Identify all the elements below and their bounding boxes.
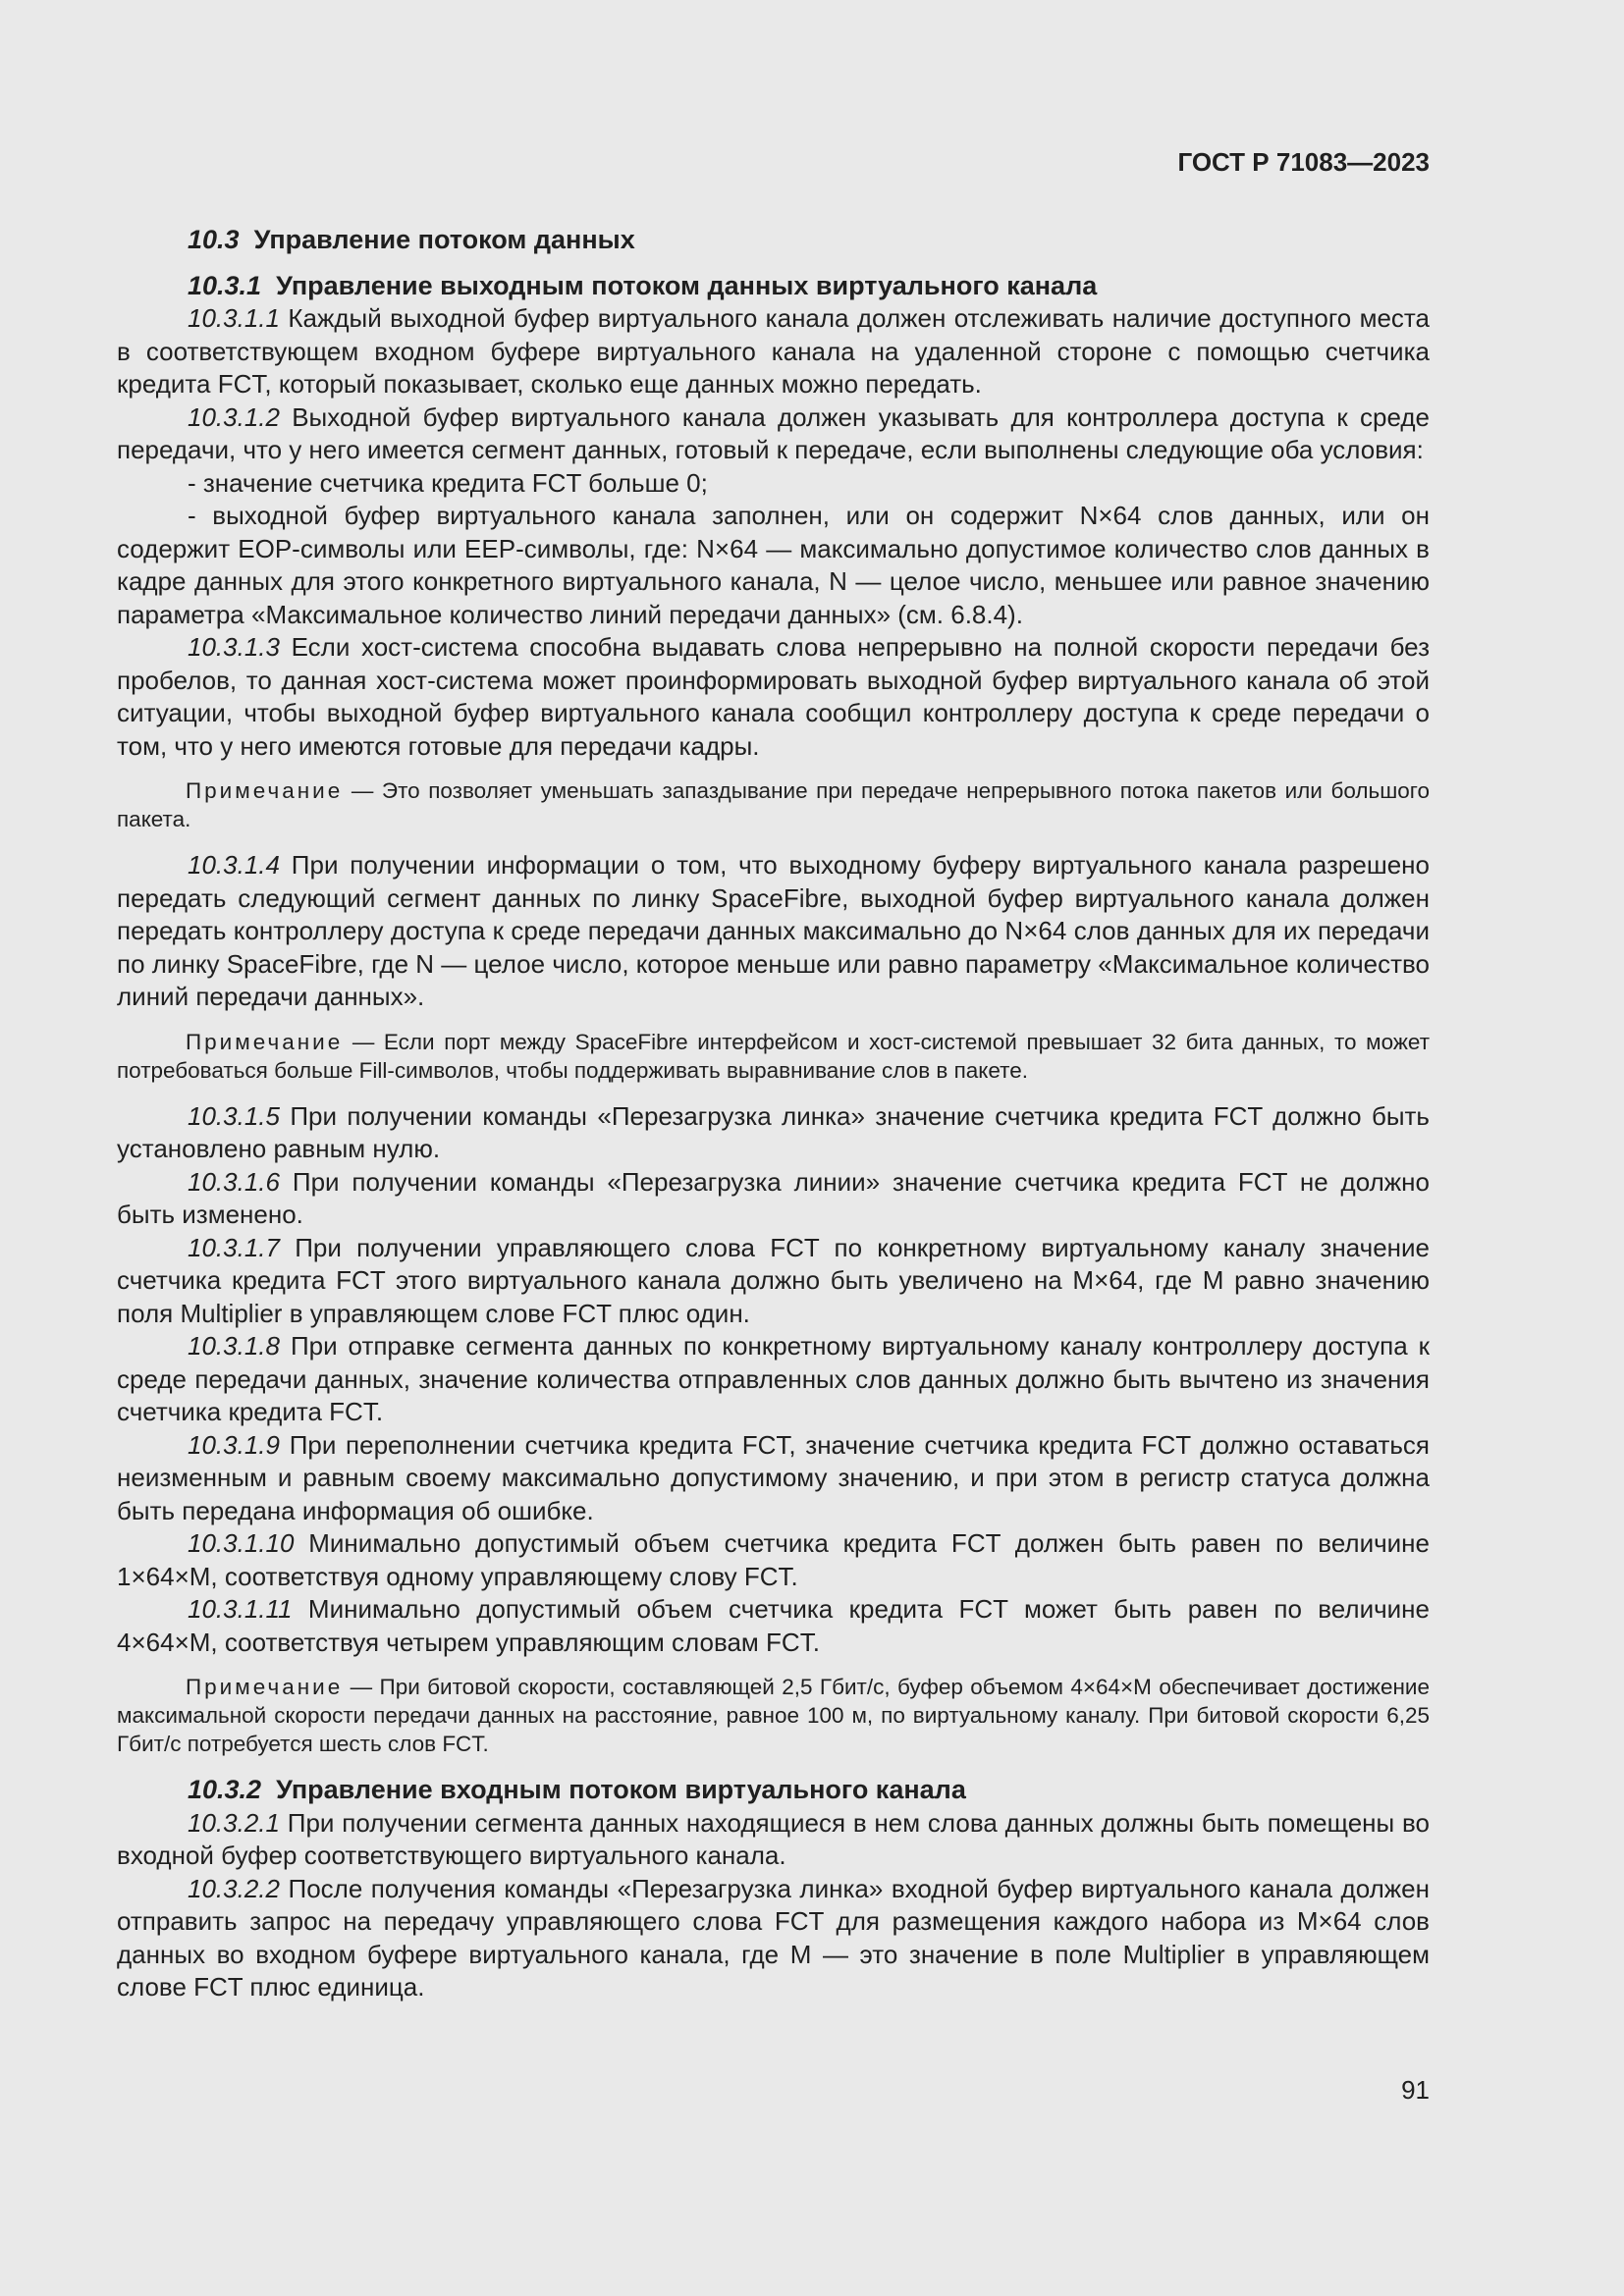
note-label: Примечание xyxy=(186,778,344,803)
clause-text: Выходной буфер виртуального канала должен указывать для контроллера доступа к среде передачи, что у него имеется сегмент данных, готовый к передаче, если выполнены следующие оба условия: xyxy=(117,401,1430,464)
clause-number: 10.3.1.8 xyxy=(188,1331,280,1361)
paragraph-10-3-1-3 xyxy=(117,631,1430,763)
note-text: — При битовой скорости, составляющей 2,5 Гбит/с, буфер объемом 4×64×M обеспечивает достижение максимальной скорости передачи данных на расстояние, равное 100 м, по виртуальному каналу. При битовой скорости 6,25 Гбит/с потребуется шесть слов FCT. xyxy=(117,1675,1430,1756)
paragraph-10-3-1-4 xyxy=(117,849,1430,1014)
clause-text: Минимально допустимый объем счетчика кредита FCT может быть равен по величине 4×64×M, соответствуя четырем управляющим словам FCT. xyxy=(117,1594,1430,1657)
note-3 xyxy=(117,1673,1430,1758)
paragraph-10-3-1-8 xyxy=(117,1330,1430,1429)
clause-text: При получении команды «Перезагрузка линка» значение счетчика кредита FCT должно быть установлено равным нулю. xyxy=(117,1100,1430,1163)
section-title: Управление выходным потоком данных виртуального канала xyxy=(276,270,1098,300)
note-2 xyxy=(117,1028,1430,1085)
page-number: 91 xyxy=(1401,2075,1430,2105)
list-item: - выходной буфер виртуального канала заполнен, или он содержит N×64 слов данных, или он содержит EOP-символы или EEP-символы, где: N×64 — максимально допустимое количество слов данных в кадре данных для этого конкретного виртуального канала, N — целое число, меньшее или равное значению параметра «Максимальное количество линий передачи данных» (см. 6.8.4). xyxy=(117,501,1430,629)
section-title: Управление входным потоком виртуального канала xyxy=(276,1775,966,1804)
section-10-3-2-heading xyxy=(117,1774,1430,1807)
paragraph-10-3-1-9 xyxy=(117,1429,1430,1528)
clause-number: 10.3.1.10 xyxy=(188,1528,295,1558)
clause-text: При получении сегмента данных находящиеся в нем слова данных должны быть помещены во входной буфер соответствующего виртуального канала. xyxy=(117,1807,1430,1870)
paragraph-10-3-1-7 xyxy=(117,1232,1430,1331)
clause-number: 10.3.1.5 xyxy=(188,1100,280,1131)
clause-number: 10.3.1.2 xyxy=(188,401,280,432)
clause-text: Минимально допустимый объем счетчика кредита FCT должен быть равен по величине 1×64×M, соответствуя одному управляющему слову FCT. xyxy=(117,1528,1430,1591)
clause-text: Каждый выходной буфер виртуального канала должен отслеживать наличие доступного места в соответствующем входном буфере виртуального канала на удаленной стороне с помощью счетчика кредита FCT, который показывает, сколько еще данных можно передать. xyxy=(117,303,1430,399)
clause-text: При получении информации о том, что выходному буферу виртуального канала разрешено передать следующий сегмент данных по линку SpaceFibre, выходной буфер виртуального канала должен передать контроллеру доступа к среде передачи данных максимально до N×64 слов данных для их передачи по линку SpaceFibre, где N — целое число, которое меньше или равно параметру «Максимальное количество линий передачи данных». xyxy=(117,850,1430,1011)
section-number: 10.3.2 xyxy=(188,1775,262,1804)
clause-text: При получении команды «Перезагрузка линии» значение счетчика кредита FCT не должно быть изменено. xyxy=(117,1166,1430,1229)
section-10-3-1-heading xyxy=(117,270,1430,303)
note-text: — Если порт между SpaceFibre интерфейсом и хост-системой превышает 32 бита данных, то может потребоваться больше Fill-символов, чтобы поддерживать выравнивание слов в пакете. xyxy=(117,1029,1430,1083)
clause-number: 10.3.1.6 xyxy=(188,1166,280,1197)
note-label: Примечание xyxy=(186,1675,344,1699)
paragraph-10-3-1-1 xyxy=(117,302,1430,401)
note-text: — Это позволяет уменьшать запаздывание при передаче непрерывного потока пакетов или большого пакета. xyxy=(117,778,1430,831)
paragraph-10-3-2-2 xyxy=(117,1873,1430,2004)
clause-text: При переполнении счетчика кредита FCT, значение счетчика кредита FCT должно оставаться неизменным и равным своему максимально допустимому значению, и при этом в регистр статуса должна быть передана информация об ошибке. xyxy=(117,1429,1430,1525)
clause-number: 10.3.1.1 xyxy=(188,303,280,333)
clause-text: Если хост-система способна выдавать слова непрерывно на полной скорости передачи без пробелов, то данная хост-система может проинформировать выходной буфер виртуального канала об этой ситуации, чтобы выходной буфер виртуального канала сообщил контроллеру доступа к среде передачи о том, что у него имеются готовые для передачи кадры. xyxy=(117,632,1430,761)
clause-number: 10.3.2.2 xyxy=(188,1873,280,1903)
paragraph-10-3-1-2 xyxy=(117,401,1430,467)
note-1 xyxy=(117,776,1430,833)
list-item: - значение счетчика кредита FCT больше 0; xyxy=(188,467,708,498)
section-number: 10.3 xyxy=(188,225,240,254)
paragraph-10-3-1-10 xyxy=(117,1527,1430,1593)
clause-number: 10.3.1.3 xyxy=(188,632,280,662)
clause-number: 10.3.1.7 xyxy=(188,1232,280,1262)
paragraph-10-3-1-11 xyxy=(117,1593,1430,1659)
section-10-3-heading xyxy=(117,224,1430,257)
clause-text: После получения команды «Перезагрузка линка» входной буфер виртуального канала должен отправить запрос на передачу управляющего слова FCT для размещения каждого набора из M×64 слов данных во входном буфере виртуального канала, где M — это значение в поле Multiplier в управляющем слове FCT плюс единица. xyxy=(117,1873,1431,2002)
section-number: 10.3.1 xyxy=(188,270,262,300)
paragraph-10-3-1-6 xyxy=(117,1166,1430,1232)
clause-text: При получении управляющего слова FCT по конкретному виртуальному каналу значение счетчика кредита FCT этого виртуального канала должно быть увеличено на M×64, где M равно значению поля Multiplier в управляющем слове FCT плюс один. xyxy=(117,1232,1430,1328)
clause-number: 10.3.2.1 xyxy=(188,1807,280,1838)
document-header: ГОСТ Р 71083—2023 xyxy=(1177,147,1430,177)
clause-number: 10.3.1.11 xyxy=(188,1594,293,1624)
note-label: Примечание xyxy=(186,1029,344,1054)
clause-number: 10.3.1.4 xyxy=(188,850,280,880)
clause-number: 10.3.1.9 xyxy=(188,1429,280,1460)
clause-text: При отправке сегмента данных по конкретному виртуальному каналу контроллеру доступа к среде передачи данных, значение количества отправленных слов данных должно быть вычтено из значения счетчика кредита FCT. xyxy=(117,1331,1430,1426)
paragraph-10-3-1-5 xyxy=(117,1100,1430,1166)
section-title: Управление потоком данных xyxy=(253,225,635,254)
document-body xyxy=(117,224,1430,2004)
paragraph-10-3-2-1 xyxy=(117,1807,1430,1873)
